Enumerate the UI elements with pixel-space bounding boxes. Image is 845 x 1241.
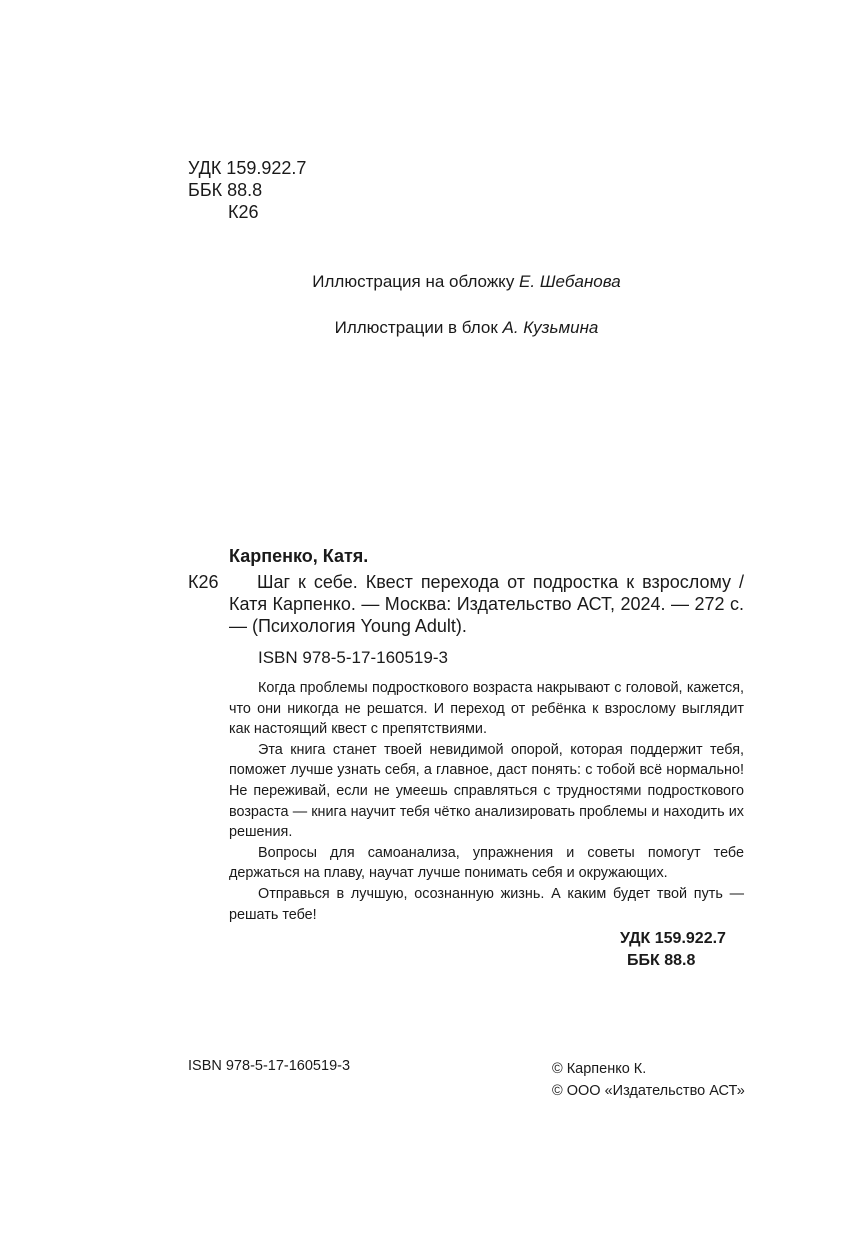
- footer-isbn: ISBN 978-5-17-160519-3: [188, 1058, 351, 1074]
- bib-isbn: ISBN 978-5-17-160519-3: [258, 648, 448, 667]
- author-mark: К26: [228, 202, 259, 222]
- annotation-paragraph: Отправься в лучшую, осознанную жизнь. А каким будет твой путь — решать тебе!: [229, 885, 744, 923]
- copyright-publisher: © ООО «Издательство АСТ»: [552, 1083, 745, 1099]
- cover-artist: Е. Шебанова: [519, 272, 621, 291]
- udk-code: УДК 159.922.7: [188, 158, 307, 178]
- header-codes: [188, 157, 306, 223]
- bbk-code: ББК 88.8: [188, 180, 263, 200]
- classification-codes: [620, 928, 726, 972]
- block-credit-label: Иллюстрации в блок: [334, 318, 503, 337]
- annotation-paragraph: Вопросы для самоанализа, упражнения и советы помогут тебе держаться на плаву, научат лучше понимать себя и окружающих.: [229, 844, 744, 882]
- annotation: [229, 678, 744, 925]
- copyright-block: [552, 1058, 745, 1102]
- cover-credit-label: Иллюстрация на обложку: [312, 272, 520, 291]
- annotation-paragraph: Когда проблемы подросткового возраста накрывают с головой, кажется, что они никогда не решатся. И переход от ребёнка к взрослому выглядит как настоящий квест с препятствиями.: [229, 680, 744, 738]
- annotation-paragraph: Эта книга станет твоей невидимой опорой, которая поддержит тебя, поможет лучше узнать себя, а главное, даст понять: с тобой всё нормально! Не переживай, если не умеешь справляться с трудностями подросткового возраста — книга научит тебя чётко анализировать проблемы и находить их решения.: [229, 741, 744, 841]
- bib-author: Карпенко, Катя.: [229, 546, 369, 566]
- copyright-author: © Карпенко К.: [552, 1061, 647, 1077]
- block-illustration-credit: [0, 318, 845, 338]
- udk-code-bottom: УДК 159.922.7: [620, 930, 726, 947]
- bbk-code-bottom: ББК 88.8: [627, 952, 696, 969]
- bib-author-mark: К26: [188, 572, 219, 592]
- bib-description-text: Шаг к себе. Квест перехода от подростка к взрослому / Катя Карпенко. — Москва: Издательство АСТ, 2024. — 272 с. — (Психология Young Adult).: [229, 572, 744, 636]
- cover-illustration-credit: [0, 272, 845, 292]
- bib-description: [229, 571, 744, 637]
- block-artist: А. Кузьмина: [502, 318, 599, 337]
